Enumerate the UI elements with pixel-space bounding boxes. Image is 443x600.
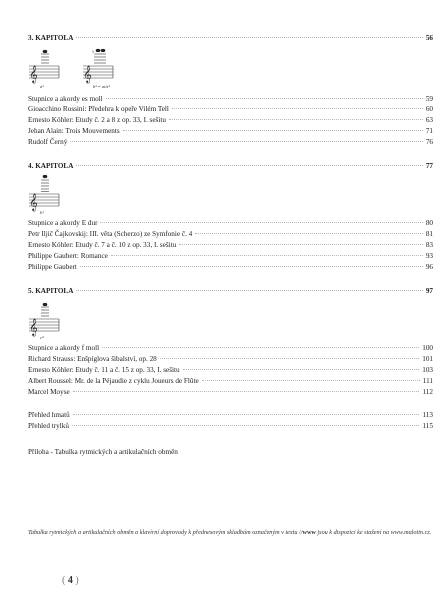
toc-entry — [28, 344, 433, 353]
fingering-staff-c4 — [27, 299, 61, 337]
leader-dots — [76, 36, 422, 38]
page-number: 83 — [425, 241, 433, 249]
toc-entry — [28, 377, 433, 386]
toc-entry — [28, 127, 433, 136]
entry-title: Přehled hmatů — [28, 411, 70, 419]
chapter-5-heading — [28, 287, 433, 296]
leader-dots — [73, 413, 420, 415]
leader-dots — [123, 129, 423, 131]
leader-dots — [106, 97, 423, 99]
entry-title: Gioacchino Rossini: Předehra k opeře Vilém Tell — [28, 105, 169, 113]
entry-title: Přehled trylků — [28, 422, 69, 430]
entry-title: Ernesto Köhler: Etudy č. 11 a č. 15 z op. 33, I. sešitu — [28, 366, 180, 374]
footnote-text-cont: jsou k dispozici ke stažení na www.malotin.cz. — [317, 529, 432, 536]
leader-dots — [72, 424, 420, 426]
svg-text:𝄞: 𝄞 — [29, 193, 38, 211]
page-number: 81 — [425, 230, 433, 238]
entry-title: Richard Strauss: Enšpíglova šibalství, op. 28 — [28, 355, 157, 363]
toc-entry — [28, 105, 433, 114]
page-number: 77 — [425, 162, 433, 170]
entry-title: Ernesto Köhler: Etudy č. 2 a 8 z op. 33, I. sešitu — [28, 116, 166, 124]
toc-entry — [28, 252, 433, 261]
folio-number: 4 — [67, 575, 73, 586]
leader-dots — [169, 118, 423, 120]
leader-dots — [172, 107, 423, 109]
entry-title: Stupnice a akordy E dur — [28, 219, 98, 227]
chapter-3-heading — [28, 34, 433, 43]
page-number: 60 — [425, 105, 433, 113]
entry-title: Rudolf Černý — [28, 138, 68, 146]
page-number: 76 — [425, 138, 433, 146]
leader-dots — [76, 164, 422, 166]
appendix-line — [28, 448, 433, 457]
toc-entry — [28, 138, 433, 147]
leader-dots — [195, 232, 423, 234]
page-number: 112 — [422, 388, 433, 396]
appendix-text: Příloha - Tabulka rytmických a artikulačních obměn — [28, 448, 178, 456]
fingering-staff-a3 — [27, 46, 61, 84]
svg-text:𝄞: 𝄞 — [29, 65, 38, 83]
leader-dots — [179, 243, 423, 245]
toc-entry — [28, 95, 433, 104]
svg-text:𝄞: 𝄞 — [83, 65, 92, 83]
toc-entry — [28, 355, 433, 364]
folio-bracket-open: ( — [62, 575, 66, 586]
toc-entry — [28, 241, 433, 250]
toc-entry — [28, 411, 433, 420]
entry-title: Ernesto Köhler: Etudy č. 7 a č. 10 z op. 33, I. sešitu — [28, 241, 177, 249]
page-number: 71 — [425, 127, 433, 135]
page-number: 115 — [422, 422, 433, 430]
chapter-title: 5. KAPITOLA — [28, 287, 74, 295]
page-number: 97 — [425, 287, 433, 295]
leader-dots — [183, 368, 420, 370]
leader-dots — [160, 357, 419, 359]
page-folio — [62, 575, 79, 586]
page-number: 100 — [422, 344, 433, 352]
footnote-www: www — [302, 529, 316, 536]
entry-title: Albert Roussel: Mr. de la Péjaudie z cyklu Joueurs de Flûte — [28, 377, 199, 385]
chapter-title: 4. KAPITOLA — [28, 162, 74, 170]
entry-title: Petr Iljič Čajkovskij: III. věta (Scherzo) ze Symfonie č. 4 — [28, 230, 193, 238]
entry-title: Philippe Gaubert — [28, 263, 77, 271]
leader-dots — [70, 140, 422, 142]
leader-dots — [80, 265, 423, 267]
leader-dots — [202, 379, 420, 381]
chapter-title: 3. KAPITOLA — [28, 34, 74, 42]
toc-entry — [28, 366, 433, 375]
folio-bracket-close: ) — [75, 575, 79, 586]
toc-entry — [28, 219, 433, 228]
page-number: 101 — [422, 355, 433, 363]
note-label: h³ — [40, 210, 44, 215]
note-label: b³ = aiis³ — [93, 84, 110, 89]
entry-title: Stupnice a akordy f moll — [28, 344, 100, 352]
leader-dots — [76, 289, 422, 291]
page-number: 96 — [425, 263, 433, 271]
fingering-staff-h3 — [27, 174, 61, 212]
leader-dots — [100, 221, 422, 223]
svg-text:𝄞: 𝄞 — [29, 318, 38, 336]
note-label: c⁴ — [40, 335, 44, 340]
toc-entry — [28, 388, 433, 397]
page-number: 56 — [425, 34, 433, 42]
footnote — [28, 528, 433, 537]
leader-dots — [102, 346, 419, 348]
toc-entry — [28, 263, 433, 272]
page-number: 111 — [422, 377, 433, 385]
fingering-staff-b3 — [81, 46, 115, 84]
page-number: 80 — [425, 219, 433, 227]
page-number: 113 — [422, 411, 433, 419]
entry-title: Philippe Gaubert: Romance — [28, 252, 108, 260]
leader-dots — [111, 254, 423, 256]
chapter-4-heading — [28, 162, 433, 171]
page-number: 93 — [425, 252, 433, 260]
leader-dots — [73, 390, 420, 392]
toc-entry — [28, 116, 433, 125]
toc-entry — [28, 230, 433, 239]
note-label: a³ — [40, 84, 44, 89]
page-number: 59 — [425, 95, 433, 103]
toc-entry — [28, 422, 433, 431]
entry-title: Marcel Moyse — [28, 388, 70, 396]
footnote-text: Tabulka rytmických a artikulačních obměn a klavírní doprovody k přednesovým skladbám označeným v textu // — [28, 529, 303, 536]
entry-title: Stupnice a akordy es moll — [28, 95, 103, 103]
page-number: 63 — [425, 116, 433, 124]
page-number: 103 — [422, 366, 433, 374]
svg-text:♭: ♭ — [92, 50, 95, 55]
entry-title: Jehan Alain: Trois Mouvements — [28, 127, 120, 135]
